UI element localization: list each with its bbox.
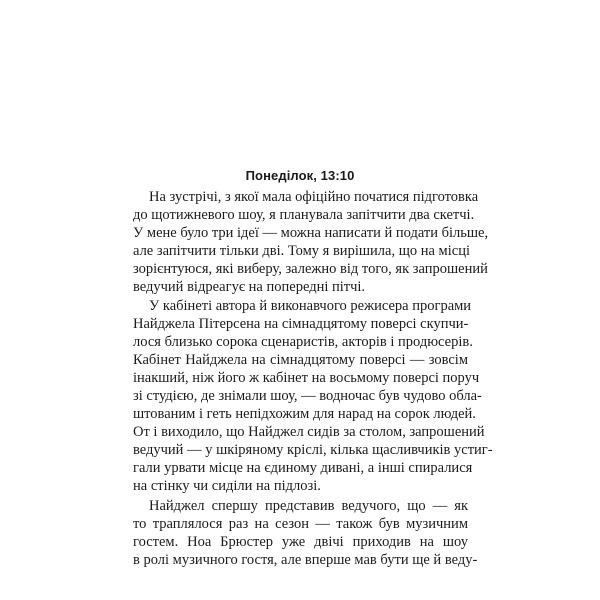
text-line: У кабінеті автора й виконавчого режисера програми [149,298,472,314]
text-line: Найджела Пітерсена на сімнадцятому поверсі скупчи- [133,316,469,332]
text-line: але запітчити тільки дві. Тому я вирішила, що на місці [133,243,470,259]
text-line: На зустрічі, з якої мала офіційно початися підготовка [149,189,479,205]
text-line: Кабінет Найджела на сімнадцятому поверсі — зовсім [133,352,468,368]
text-line: ведучий — у шкіряному кріслі, кілька щасливчиків устиг- [133,442,493,458]
text-line: гостем. Ноа Брюстер уже двічі приходив на шоу [133,534,468,550]
text-line: лося близько сорока сценаристів, акторів і продюсерів. [133,334,473,350]
text-line: до щотижневого шоу, я планувала запітчити два скетчі. [133,207,475,223]
text-line: От і виходило, що Найджел сидів за столом, запрошений [133,424,485,440]
text-line: зорієнтуюся, які виберу, залежно від того, як запрошений [133,261,488,277]
text-line: на стінку чи сиділи на підлозі. [133,478,321,494]
chapter-heading: Понеділок, 13:10 [245,168,355,183]
text-line: ведучий відреагує на попередні пітчі. [133,279,366,295]
text-line: то траплялося раз на сезон — також був музичним [133,516,468,532]
text-line: зі студією, де знімали шоу, — водночас був чудово обла- [133,388,482,404]
text-line: гали урвати місце на єдиному дивані, а інші спиралися [133,460,473,476]
text-line: в ролі музичного гостя, але вперше мав бути ще й веду- [133,552,478,568]
text-line: інакший, ніж його ж кабінет на восьмому поверсі поруч [133,370,480,386]
text-line: штованим і геть непідхожим для нарад на сорок людей. [133,406,476,422]
text-line: У мене було три ідеї — можна написати й подати більше, [133,225,489,241]
text-line: Найджел спершу представив ведучого, що — як [149,498,468,514]
